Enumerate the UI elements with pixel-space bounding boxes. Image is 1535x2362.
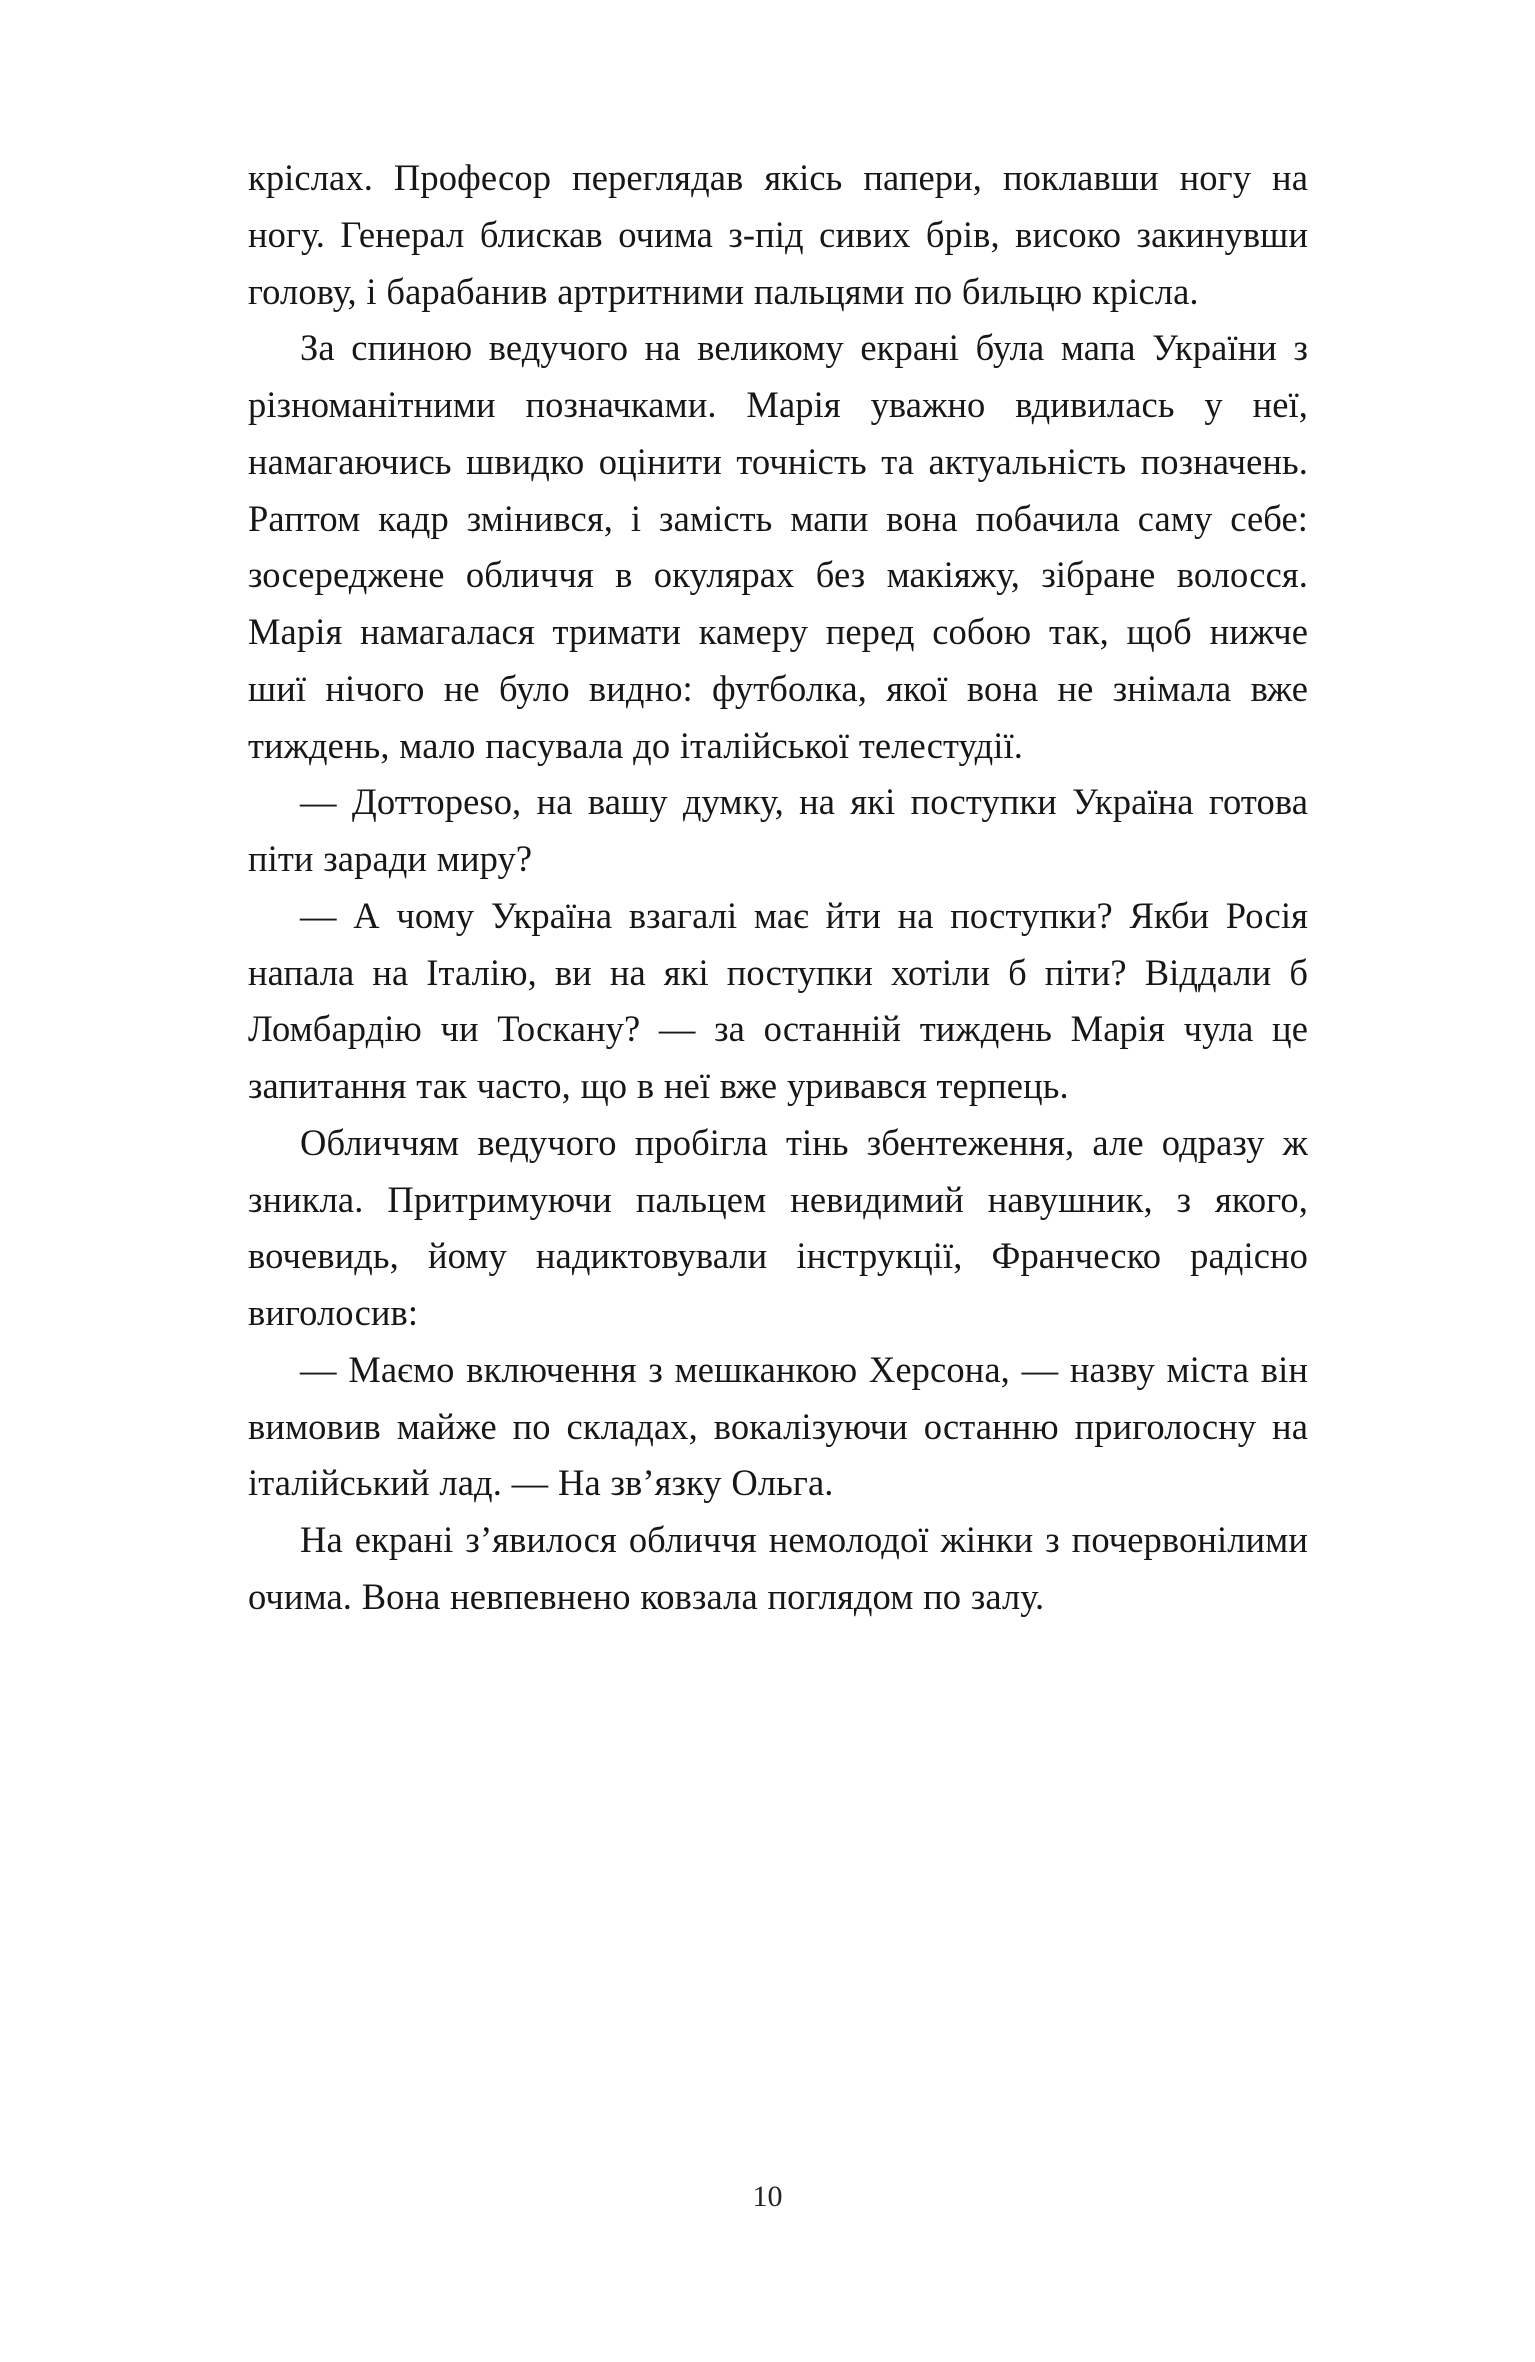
- paragraph: — Маємо включення з мешканкою Херсона, — назву міста він вимовив майже по складах, вокалізуючи останню приголосну на італійський лад. — На зв’язку Ольга.: [248, 1348, 1308, 1504]
- page-text-block: [248, 150, 1308, 1626]
- paragraph: Обличчям ведучого пробігла тінь збентеження, але одразу ж зникла. Притримуючи пальцем невидимий навушник, з якого, вочевидь, йому надиктовували інструкції, Франческо радісно виголосив:: [248, 1121, 1308, 1333]
- paragraph: На екрані з’явилося обличчя немолодої жінки з почервонілими очима. Вона невпевнено ковзала поглядом по залу.: [248, 1519, 1308, 1617]
- paragraph: — А чому Україна взагалі має йти на поступки? Якби Росія напала на Італію, ви на які поступки хотіли б піти? Віддали б Ломбардію чи Тоскану? — за останній тиждень Марія чула це запитання так часто, що в неї вже уривався терпець.: [248, 894, 1308, 1106]
- paragraph: За спиною ведучого на великому екрані була мапа України з різноманітними позначками. Марія уважно вдивилась у неї, намагаючись швидко оцінити точність та актуальність позначень. Раптом кадр змінився, і замість мапи вона побачила саму себе: зосереджене обличчя в окулярах без макіяжу, зібране волосся. Марія намагалася тримати камеру перед собою так, щоб нижче шиї нічого не було видно: футболка, якої вона не знімала вже тиждень, мало пасувала до італійської телестудії.: [248, 327, 1308, 766]
- paragraph: — Доттореso, на вашу думку, на які поступки Україна готова піти заради миру?: [248, 781, 1308, 879]
- paragraph: кріслах. Професор переглядав якісь папери, поклавши ногу на ногу. Генерал блискав очима з-під сивих брів, високо закинувши голову, і барабанив артритними пальцями по бильцю крісла.: [248, 157, 1308, 312]
- page-number: 10: [752, 2180, 783, 2213]
